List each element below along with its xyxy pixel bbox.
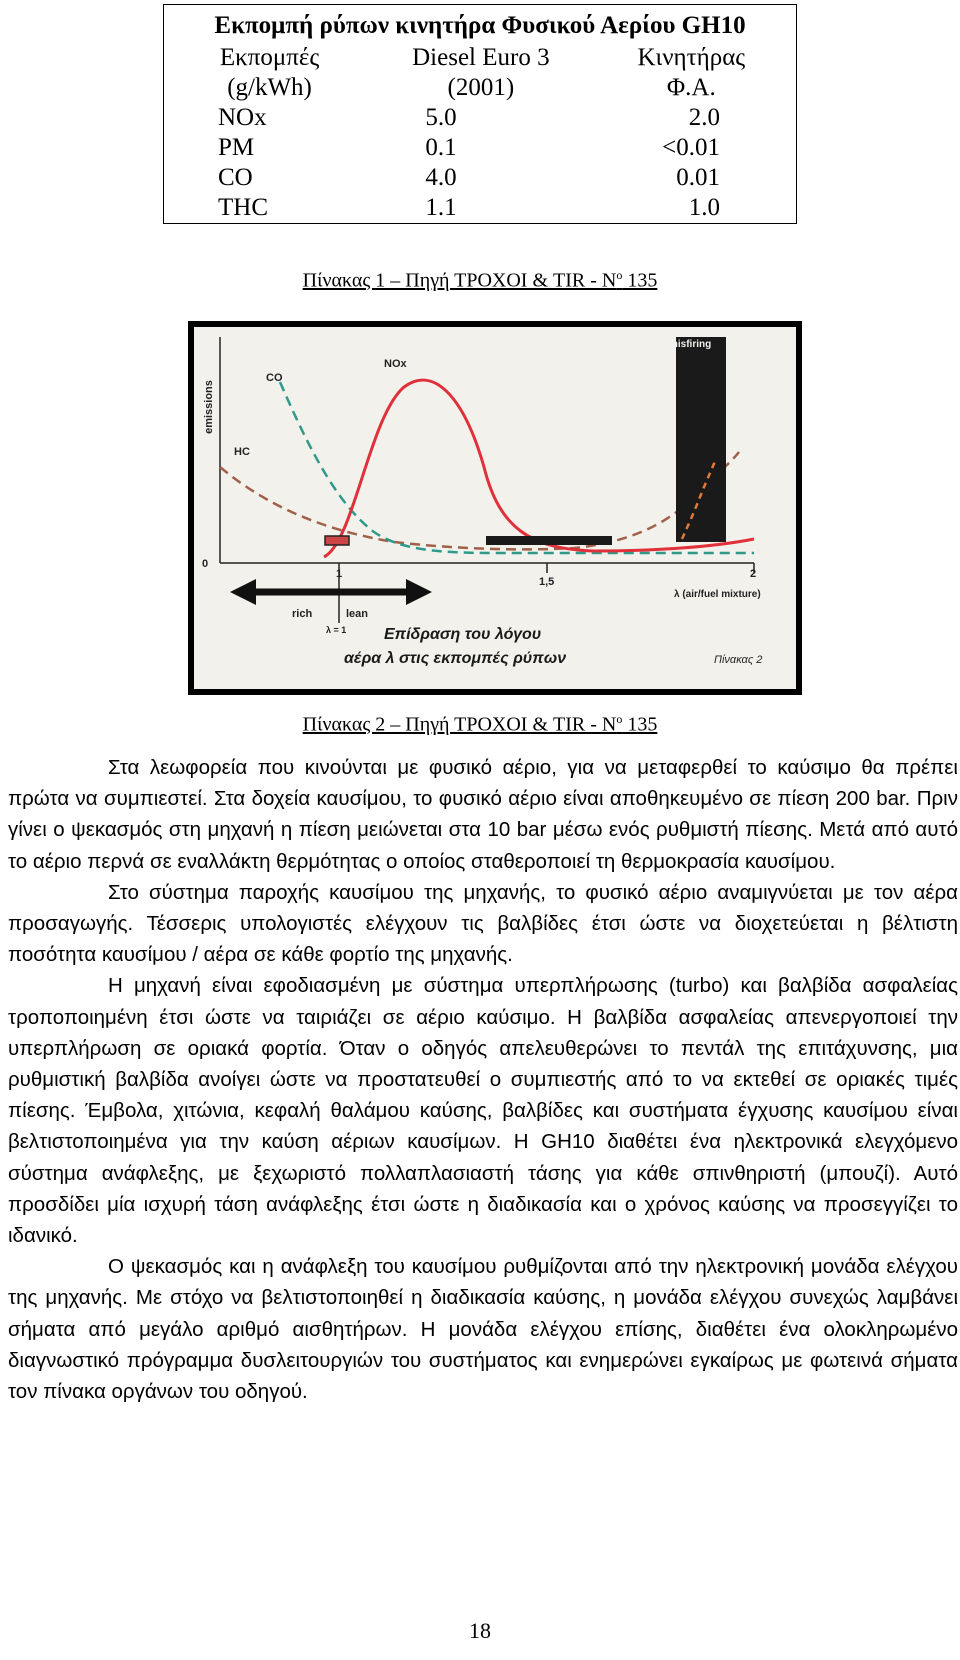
lambda-eq-label: λ = 1 <box>326 625 347 635</box>
table-header-row <box>164 73 797 103</box>
figure-title-line2: αέρα λ στις εκπομπές ρύπων <box>344 650 567 667</box>
header-cell: (2001) <box>447 74 515 101</box>
header-cell: Κινητήρας <box>637 44 746 71</box>
nox-label: NOx <box>384 358 407 370</box>
table-row <box>164 163 797 193</box>
header-cell: (g/kWh) <box>227 74 312 101</box>
table-cell: CO <box>218 164 253 191</box>
paragraph: Η μηχανή είναι εφοδιασμένη με σύστημα υπερπλήρωσης (turbo) και βαλβίδα ασφαλείας τροποποιημένη έτσι ώστε να ταιριάζει σε αέριο καύσιμο. Η βαλβίδα ασφαλείας απενεργοποιεί την υπερπλήρωση σε οριακά φορτία. Όταν ο οδηγός απελευθερώνει το πεντάλ της επιτάχυνσης, μια ρυθμιστική βαλβίδα ανοίγει ώστε να προστατευθεί ο συμπιεστής από το να εκτεθεί σε οριακές τιμές πίεσης. Έμβολα, χιτώνια, κεφαλή θαλάμου καύσης, βαλβίδες και συστήματα έγχυσης καυσίμου είναι βελτιστοποιημένα για την καύση αέριων καυσίμων. Η GH10 διαθέτει ένα ηλεκτρονικά ελεγχόμενο σύστημα ανάφλεξης, με ξεχωριστό πολλαπλασιαστή τάσης για κάθε σπινθηριστή (μπουζί). Αυτό προσδίδει μία ισχυρή τάση ανάφλεξης έτσι ώστε η διαδικασία και ο χρόνος καύσης να προσεγγίζει το ιδανικό. <box>8 974 958 1248</box>
table-cell: 0.01 <box>676 164 720 191</box>
hc-label: HC <box>234 446 250 458</box>
emissions-table <box>163 4 797 224</box>
paragraph: Στα λεωφορεία που κινούνται με φυσικό αέριο, για να μεταφερθεί το καύσιμο θα πρέπει πρώτα να συμπιεστεί. Στα δοχεία καυσίμου, το φυσικό αέριο είναι αποθηκευμένο σε πίεση 200 bar. Πριν γίνει ο ψεκασμός στη μηχανή η πίεση μειώνεται στα 10 bar μέσω ενός ρυθμιστή πίεσης. Μετά από αυτό το αέριο περνά σε εναλλάκτη θερμότητας ο οποίος σταθεροποιεί τη θερμοκρασία καυσίμου. <box>8 756 958 873</box>
paragraph: Ο ψεκασμός και η ανάφλεξη του καυσίμου ρυθμίζονται από την ηλεκτρονική μονάδα ελέγχου της μηχανής. Με στόχο να βελτιστοποιηθεί η διαδικασία καύσης, η μονάδα ελέγχου συνεχώς λαμβάνει σήματα από μεγάλο αριθμό αισθητήρων. Η μονάδα ελέγχου επίσης, διαθέτει ένα ολοκληρωμένο διαγνωστικό πρόγραμμα δυσλειτουργιών του συστήματος και ενημερώνει εγκαίρως με φωτεινά σήματα τον πίνακα οργάνων του οδηγού. <box>8 1255 958 1404</box>
emissions-lambda-figure <box>188 321 802 695</box>
table-cell: 0.1 <box>425 134 457 161</box>
lean-label: lean <box>346 608 369 620</box>
misfiring-block <box>676 337 726 542</box>
page-number: 18 <box>469 1618 491 1643</box>
caption-sup: ο <box>616 712 623 726</box>
figure-title-line1: Επίδραση του λόγου <box>384 626 542 643</box>
caption-suffix: 135 <box>622 713 658 736</box>
table-cell: 2.0 <box>688 104 720 131</box>
header-cell: Εκπομπές <box>219 44 320 71</box>
table-cell: THC <box>218 194 268 221</box>
co-label: CO <box>266 372 283 384</box>
table-cell: 4.0 <box>425 164 457 191</box>
table-row <box>164 193 797 224</box>
caption-text: Πίνακας 2 – Πηγή ΤΡΟΧΟΙ & TIR - N <box>302 713 617 736</box>
figure-caption <box>0 712 960 737</box>
table-title-row <box>164 5 797 44</box>
lean-operating-bar <box>486 536 612 545</box>
table-cell: 5.0 <box>425 104 457 131</box>
table-cell: 1.0 <box>688 194 720 221</box>
panel-label: Πίνακας 2 <box>714 654 763 666</box>
figure-svg <box>194 327 796 689</box>
y-axis-label: emissions <box>203 380 215 434</box>
table-row <box>164 133 797 163</box>
zero-label: 0 <box>202 558 209 570</box>
table-row <box>164 103 797 133</box>
caption-suffix: 135 <box>622 269 658 292</box>
stoichiometric-marker <box>325 536 349 545</box>
table-header-row <box>164 43 797 73</box>
table-cell: NOx <box>218 104 267 131</box>
rich-label: rich <box>292 608 313 620</box>
table-title: Εκπομπή ρύπων κινητήρα Φυσικού Αερίου GH10 <box>214 12 746 39</box>
x-tick-label: 1,5 <box>539 576 555 588</box>
body-text <box>8 752 958 1407</box>
caption-text: Πίνακας 1 – Πηγή ΤΡΟΧΟΙ & TIR - N <box>302 269 617 292</box>
header-cell: Φ.Α. <box>666 74 716 101</box>
x-tick-label: 1 <box>336 568 343 580</box>
x-tick-label: 2 <box>750 568 757 580</box>
table1-caption <box>0 268 960 293</box>
header-cell: Diesel Euro 3 <box>412 44 550 71</box>
table-cell: 1.1 <box>425 194 457 221</box>
table-cell: PM <box>218 134 255 161</box>
paragraph: Στο σύστημα παροχής καυσίμου της μηχανής, το φυσικό αέριο αναμιγνύεται με τον αέρα προσαγωγής. Τέσσερις υπολογιστές ελέγχουν τις βαλβίδες έτσι ώστε να διοχετεύεται η βέλτιστη ποσότητα καυσίμου / αέρα σε κάθε φορτίο της μηχανής. <box>8 880 958 967</box>
misfiring-label: misfiring <box>669 339 712 350</box>
caption-sup: ο <box>616 268 623 282</box>
x-axis-label: λ (air/fuel mixture) <box>674 589 761 600</box>
table-cell: <0.01 <box>662 134 720 161</box>
